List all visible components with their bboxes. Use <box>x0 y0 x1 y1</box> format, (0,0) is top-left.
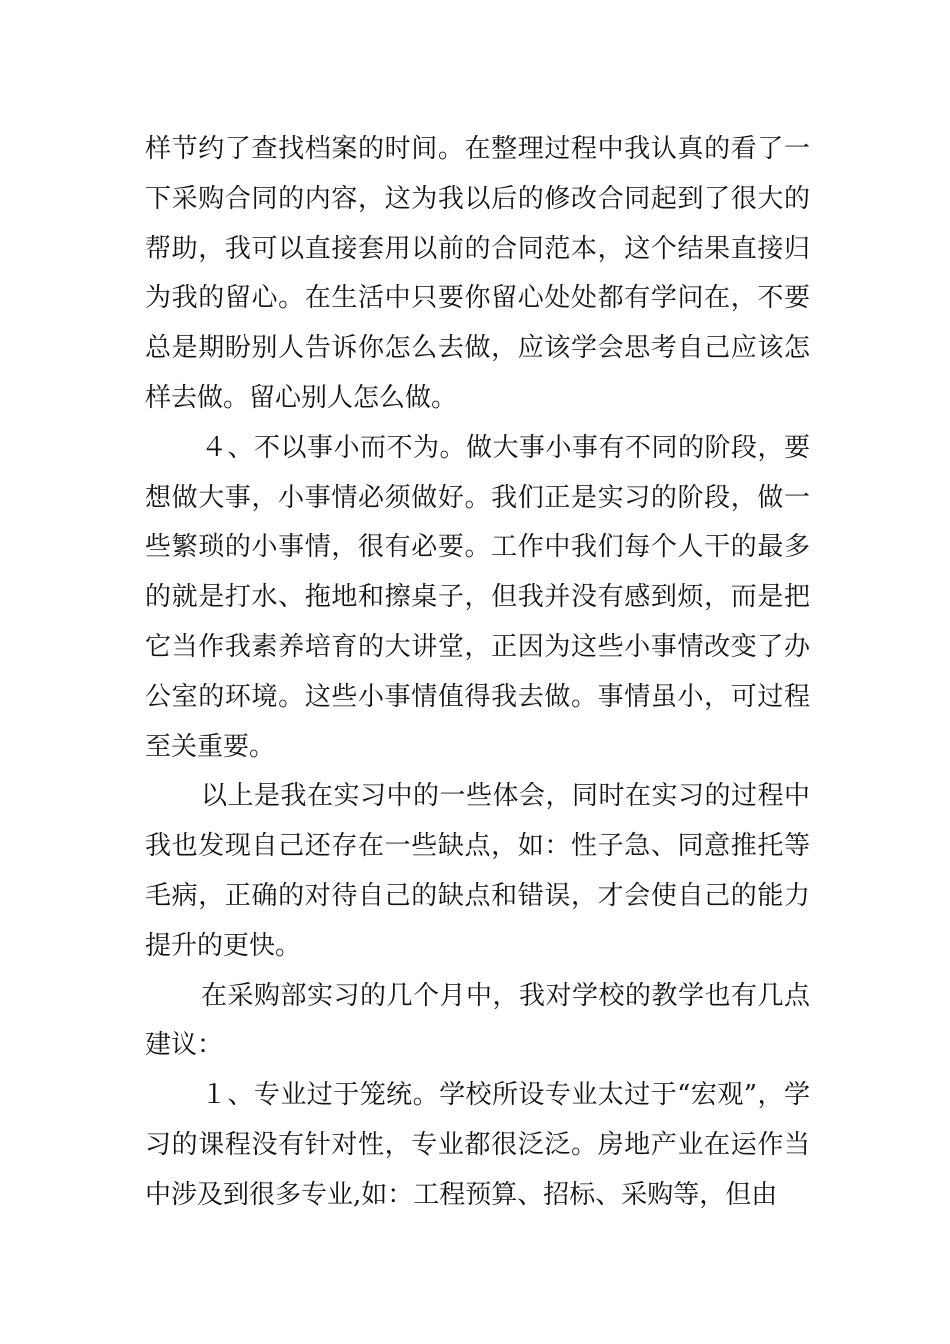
paragraph-continuation: 样节约了查找档案的时间。在整理过程中我认真的看了一下采购合同的内容，这为我以后的修改合同起到了很大的帮助，我可以直接套用以前的合同范本，这个结果直接归为我的留心。在生活中只要你留心处处都有学问在，不要总是期盼别人告诉你怎么去做，应该学会思考自己应该怎样去做。留心别人怎么做。 <box>145 134 810 413</box>
paragraph-point-4: ４、不以事小而不为。做大事小事有不同的阶段，要想做大事，小事情必须做好。我们正是实习的阶段，做一些繁琐的小事情，很有必要。工作中我们每个人干的最多的就是打水、拖地和擦桌子，但我并没有感到烦，而是把它当作我素养培育的大讲堂，正因为这些小事情改变了办公室的环境。这些小事情值得我去做。事情虽小，可过程至关重要。 <box>145 432 810 762</box>
paragraph-suggestion-1: １、专业过于笼统。学校所设专业太过于“宏观”，学习的课程没有针对性，专业都很泛泛。房地产业在运作当中涉及到很多专业,如：工程预算、招标、采购等，但由 <box>145 1080 810 1210</box>
paragraph-suggestions-intro: 在采购部实习的几个月中，我对学校的教学也有几点建议： <box>145 980 810 1061</box>
document-body <box>145 125 810 1221</box>
paragraph-summary: 以上是我在实习中的一些体会，同时在实习的过程中我也发现自己还存在一些缺点，如：性子急、同意推托等毛病，正确的对待自己的缺点和错误，才会使自己的能力提升的更快。 <box>145 781 810 961</box>
